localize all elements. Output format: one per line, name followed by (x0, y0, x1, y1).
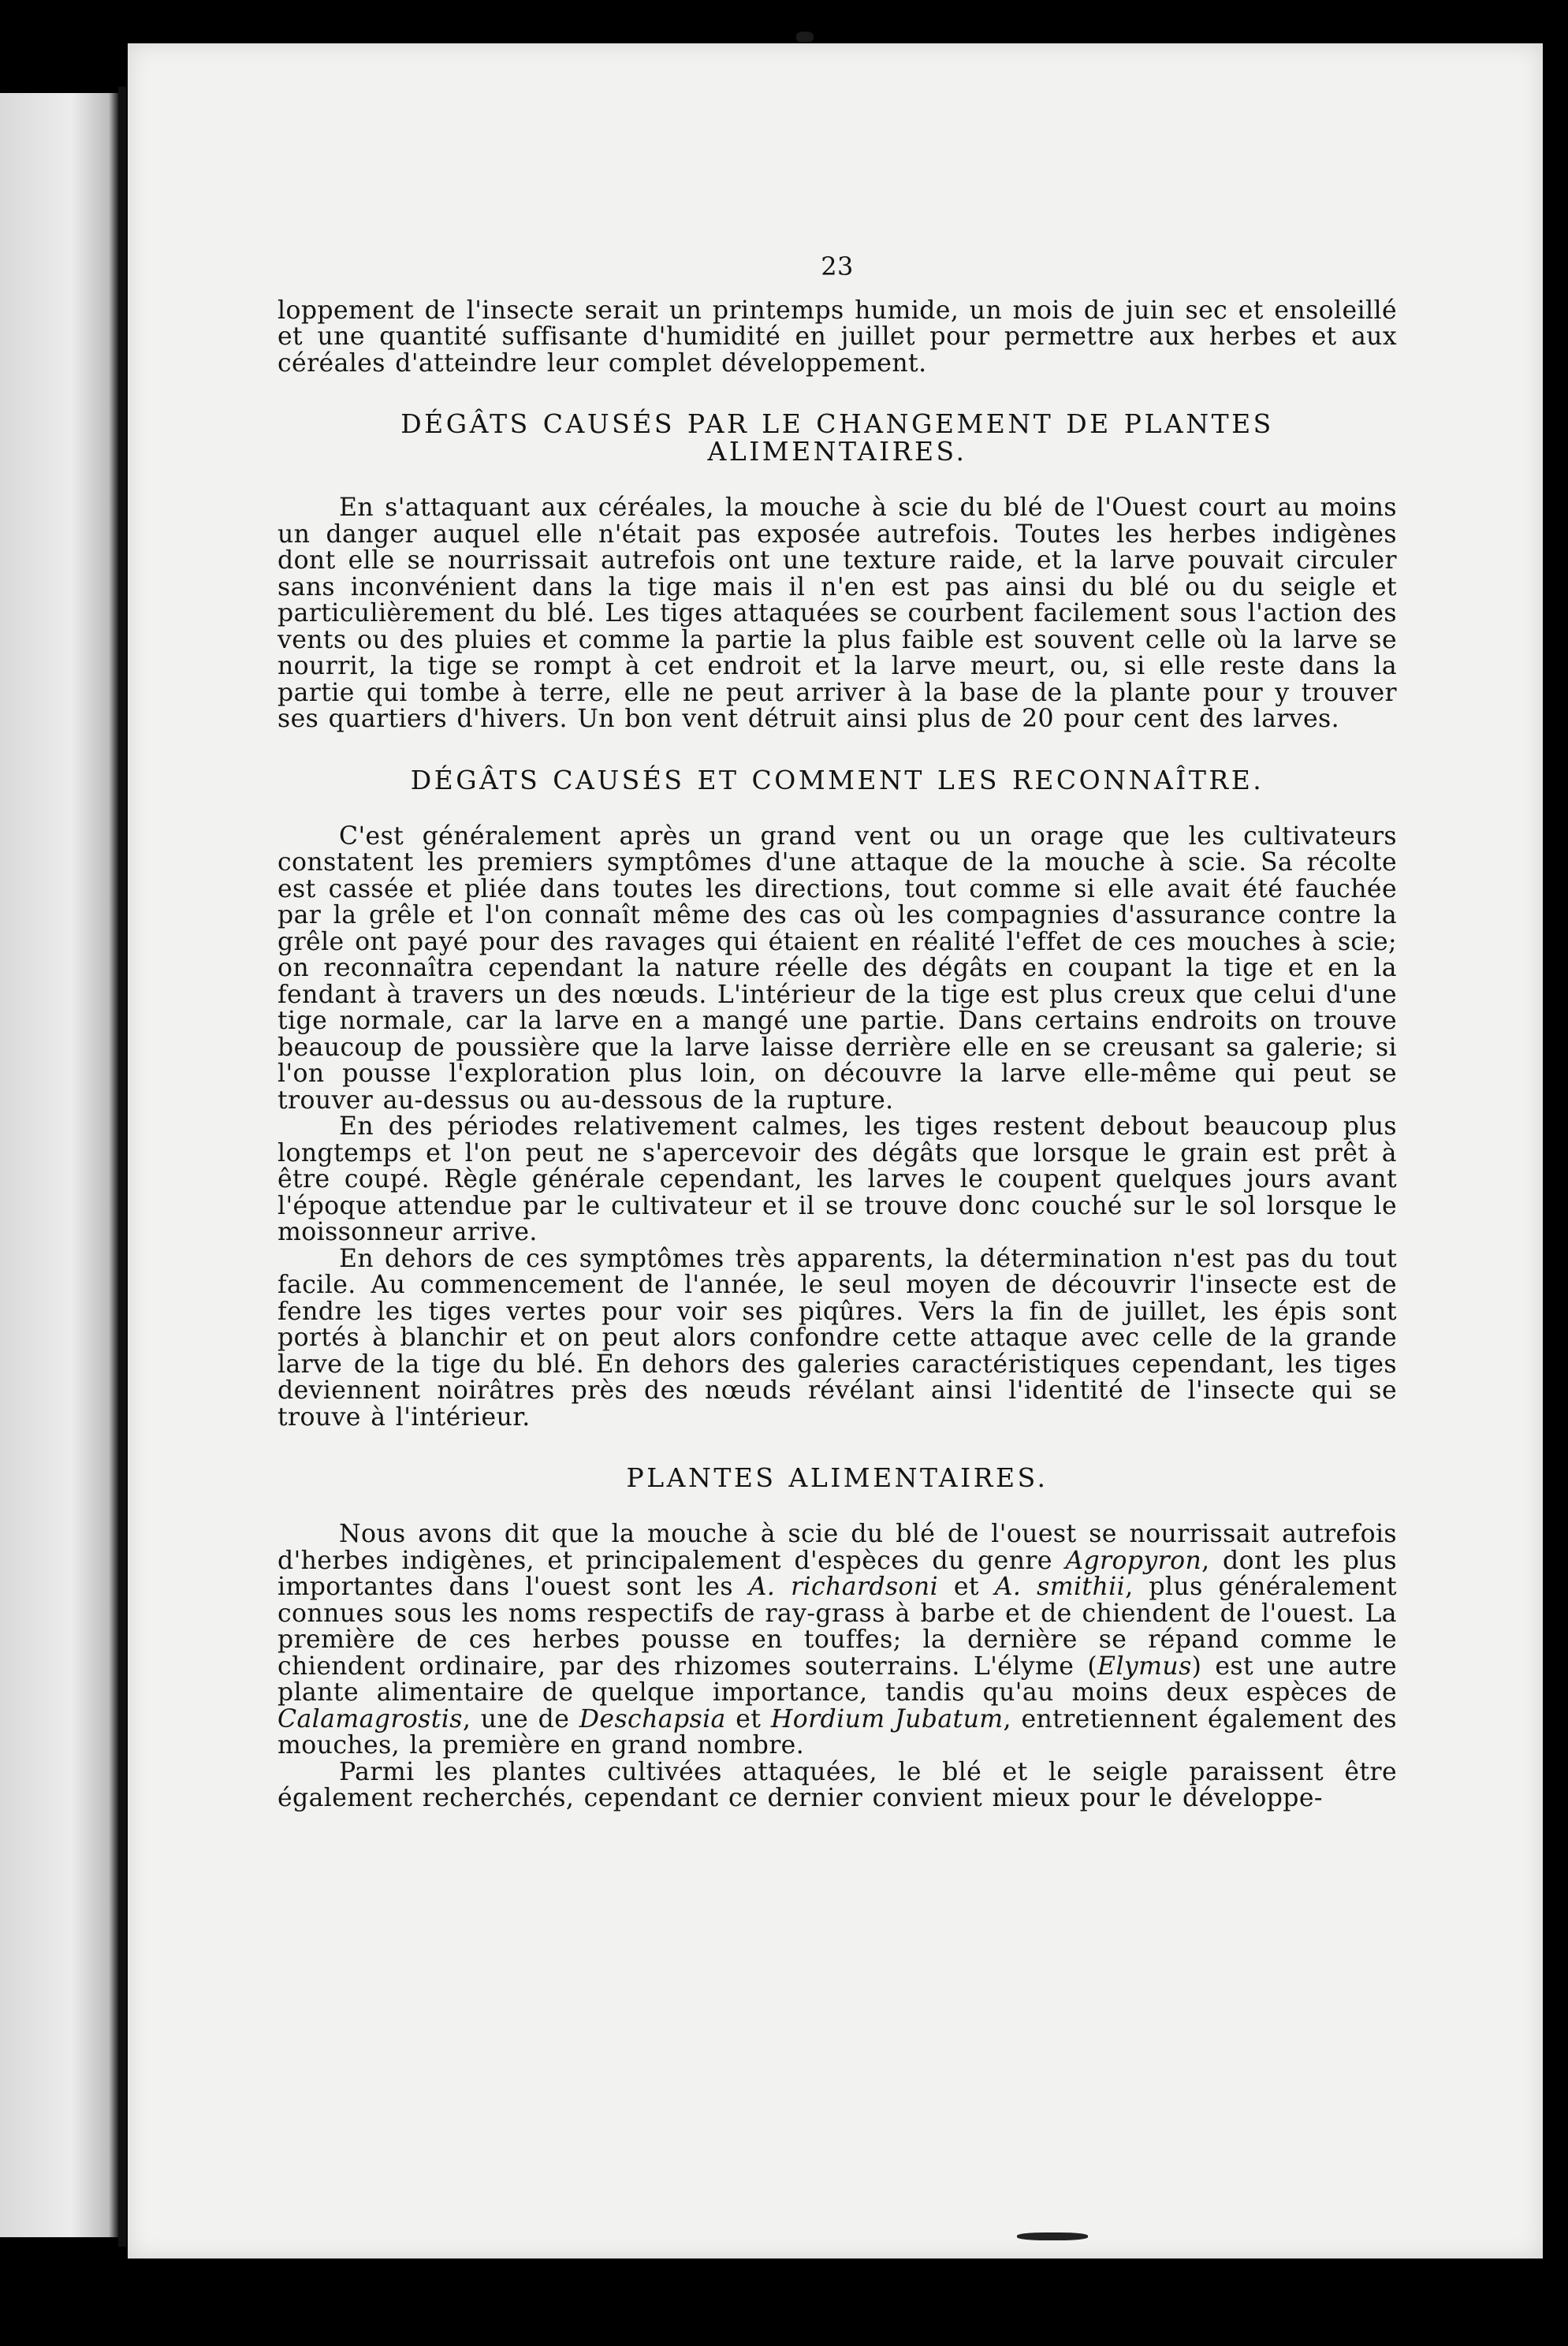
page-content (277, 251, 1397, 1812)
species-name: A. richardsoni (748, 1573, 939, 1601)
species-name: Deschapsia (579, 1704, 726, 1733)
bottom-scan-mark (1017, 2232, 1088, 2240)
paragraph: Parmi les plantes cultivées attaquées, le blé et le seigle paraissent être également recherchés, cependant ce dernier convient mieux pour le développe- (277, 1757, 1397, 1812)
continued-paragraph: loppement de l'insecte serait un printemps humide, un mois de juin sec et ensoleillé et une quantité suffisante d'humidité en juillet pour permettre aux herbes et aux céréales d'atteindre leur complet développement. (277, 296, 1397, 378)
paragraph-food-plants: Nous avons dit que la mouche à scie du blé de l'ouest se nourrissait autrefois d'herbes indigènes, et principalement d'espèces du genre Agropyron, dont les plus importantes dans l'ouest sont les A. richardsoni et A. smithii, plus généralement connues sous les noms respectifs de ray-grass à barbe et de chiendent de l'ouest. La première de ces herbes pousse en touffes; la dernière se répand comme le chiendent ordinaire, par des rhizomes souterrains. L'élyme (Elymus) est une autre plante alimentaire de quelque importance, tandis qu'au moins deux espèces de Calamagrostis, une de Deschapsia et Hordium Jubatum, entretiennent également des mouches, la première en grand nombre. (277, 1520, 1397, 1760)
previous-page-edge (0, 93, 118, 2237)
paragraph: En s'attaquant aux céréales, la mouche à scie du blé de l'Ouest court au moins un danger auquel elle n'était pas exposée autrefois. Toutes les herbes indigènes dont elle se nourrissait autrefois ont une texture raide, et la larve pouvait circuler sans inconvénient dans la tige mais il n'en est pas ainsi du blé ou du seigle et particulièrement du blé. Les tiges attaquées se courbent facilement sous l'action des vents ou des pluies et comme la partie la plus faible est souvent celle où la larve se nourrit, la tige se rompt à cet endroit et la larve meurt, ou, si elle reste dans la partie qui tombe à terre, elle ne peut arriver à la base de la plante pour y trouver ses quartiers d'hivers. Un bon vent détruit ainsi plus de 20 pour cent des larves. (277, 493, 1397, 733)
section-heading-damage: DÉGÂTS CAUSÉS ET COMMENT LES RECONNAÎTRE. (410, 764, 1264, 795)
binding-gutter (118, 87, 126, 2247)
section-heading-food-plants: PLANTES ALIMENTAIRES. (626, 1462, 1048, 1493)
species-name: Calamagrostis (277, 1704, 463, 1733)
top-scan-mark (796, 32, 814, 43)
page-number: 23 (821, 251, 854, 281)
paragraph: C'est généralement après un grand vent ou un orage que les cultivateurs constatent les premiers symptômes d'une attaque de la mouche à scie. Sa récolte est cassée et pliée dans toutes les directions, tout comme si elle avait été fauchée par la grêle et l'on connaît même des cas où les compagnies d'assurance contre la grêle ont payé pour des ravages qui étaient en réalité l'effet de ces mouches à scie; on reconnaîtra cependant la nature réelle des dégâts en coupant la tige et en la fendant à travers un des nœuds. L'intérieur de la tige est plus creux que celui d'une tige normale, car la larve en a mangé une partie. Dans certains endroits on trouve beaucoup de poussière que la larve laisse derrière elle en se creusant sa galerie; si l'on pousse l'exploration plus loin, on découvre la larve elle-même qui peut se trouver au-dessus ou au-dessous de la rupture. (277, 821, 1397, 1115)
section-heading-plant-change: DÉGÂTS CAUSÉS PAR LE CHANGEMENT DE PLANTES ALIMENTAIRES. (400, 408, 1274, 467)
paragraph: En des périodes relativement calmes, les tiges restent debout beaucoup plus longtemps et l'on peut ne s'apercevoir des dégâts que lorsque le grain est prêt à être coupé. Règle générale cependant, les larves le coupent quelques jours avant l'époque attendue par le cultivateur et il se trouve donc couché sur le sol lorsque le moissonneur arrive. (277, 1112, 1397, 1246)
paragraph: En dehors de ces symptômes très apparents, la détermination n'est pas du tout facile. Au commencement de l'année, le seul moyen de découvrir l'insecte est de fendre les tiges vertes pour voir ses piqûres. Vers la fin de juillet, les épis sont portés à blanchir et on peut alors confondre cette attaque avec celle de la grande larve de la tige du blé. En dehors des galeries caractéristiques cependant, les tiges deviennent noirâtres près des nœuds révélant ainsi l'identité de l'insecte qui se trouve à l'intérieur. (277, 1244, 1397, 1432)
species-name: A. smithii (994, 1573, 1126, 1601)
species-name: Agropyron (1065, 1546, 1202, 1575)
species-name: Hordium Jubatum (770, 1704, 1004, 1733)
species-name: Elymus (1097, 1652, 1192, 1681)
